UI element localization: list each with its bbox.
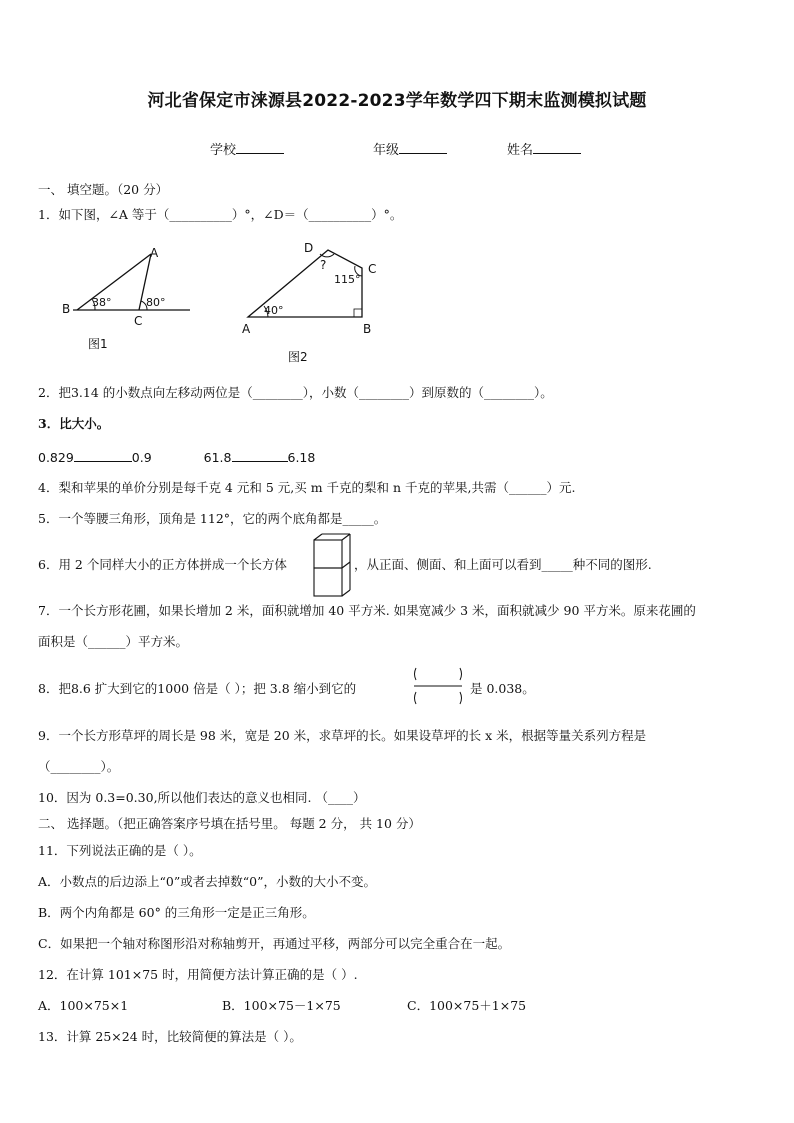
question-8-after: 是 0.038。 — [470, 681, 535, 696]
fig1-angle-B: 38° — [92, 296, 112, 309]
question-1-text: 1．如下图，∠A 等于（__________）°，∠D＝（__________）°。 — [38, 207, 403, 222]
school-blank[interactable] — [236, 140, 284, 154]
question-6-before: 6．用 2 个同样大小的正方体拼成一个长方体 — [38, 557, 287, 572]
figure-1-triangle — [55, 242, 205, 337]
compare-a-right: 0.9 — [131, 450, 152, 465]
fig2-label-A: A — [242, 322, 251, 336]
cuboid-figure — [312, 532, 352, 598]
question-5-text: 5．一个等腰三角形，顶角是 112°，它的两个底角都是_____。 — [38, 511, 387, 526]
school-label: 学校 — [210, 143, 237, 158]
question-12-option-c[interactable]: C．100×75＋1×75 — [407, 998, 527, 1013]
grade-label: 年级 — [373, 143, 400, 158]
grade-blank[interactable] — [399, 140, 447, 154]
compare-a-left: 0.829 — [38, 450, 74, 465]
name-label: 姓名 — [507, 143, 534, 158]
question-11-option-c[interactable]: C．如果把一个轴对称图形沿对称轴剪开，再通过平移，两部分可以完全重合在一起。 — [38, 936, 511, 951]
question-11-option-b[interactable]: B．两个内角都是 60° 的三角形一定是正三角形。 — [38, 905, 315, 920]
name-field — [507, 139, 581, 158]
question-12-option-a[interactable]: A．100×75×1 — [38, 998, 129, 1013]
fraction-blank[interactable] — [410, 664, 466, 708]
question-3-text: 3．比大小。 — [38, 416, 110, 431]
question-13-text: 13．计算 25×24 时，比较简便的算法是（ ）。 — [38, 1029, 302, 1044]
section1-heading: 一、 填空题。（20 分） — [38, 182, 169, 197]
question-9-line1: 9．一个长方形草坪的周长是 98 米，宽是 20 米，求草坪的长。如果设草坪的长 x 米，根据等量关系列方程是 — [38, 728, 647, 743]
fig2-angle-C: 115° — [334, 273, 361, 286]
name-blank[interactable] — [533, 140, 581, 154]
section2-heading: 二、 选择题。（把正确答案序号填在括号里。 每题 2 分， 共 10 分） — [38, 816, 421, 831]
question-6-after: ，从正面、侧面、和上面可以看到_____种不同的图形. — [354, 557, 652, 572]
question-8-before: 8．把8.6 扩大到它的1000 倍是（ ）；把 3.8 缩小到它的 — [38, 681, 357, 696]
question-11-option-a[interactable]: A．小数点的后边添上“0”或者去掉数“0”，小数的大小不变。 — [38, 874, 376, 889]
question-11-text: 11．下列说法正确的是（ ）。 — [38, 843, 202, 858]
question-2-text: 2．把3.14 的小数点向左移动两位是（________），小数（________）到原数的（________）。 — [38, 385, 553, 400]
compare-b-left: 61.8 — [203, 450, 232, 465]
question-7-line1: 7．一个长方形花圃，如果长增加 2 米，面积就增加 40 平方米. 如果宽减少 3 米，面积就减少 90 平方米。原来花圃的 — [38, 603, 696, 618]
question-3-compare-row — [38, 448, 315, 466]
fig1-label-B: B — [62, 302, 71, 316]
compare-b-right: 6.18 — [287, 450, 316, 465]
fig2-label-B: B — [363, 322, 372, 336]
figure-2-quadrilateral — [240, 240, 390, 330]
question-12-text: 12．在计算 101×75 时，用简便方法计算正确的是（ ）. — [38, 967, 358, 982]
fig2-angle-A: 40° — [264, 304, 284, 317]
compare-a-blank[interactable] — [74, 448, 132, 462]
page-title: 河北省保定市涞源县2022-2023学年数学四下期末监测模拟试题 — [147, 91, 647, 111]
question-9-line2: （________）。 — [38, 759, 120, 774]
fig2-angle-D: ? — [320, 258, 327, 272]
grade-field — [373, 139, 447, 158]
school-field — [210, 139, 284, 158]
question-12-option-b[interactable]: B．100×75－1×75 — [222, 998, 341, 1013]
fig2-label-D: D — [304, 241, 314, 255]
fig1-caption: 图1 — [88, 337, 108, 351]
compare-b-blank[interactable] — [232, 448, 288, 462]
fig1-label-A: A — [150, 246, 159, 260]
question-7-line2: 面积是（______）平方米。 — [38, 634, 189, 649]
fig1-label-C: C — [134, 314, 143, 328]
question-4-text: 4．梨和苹果的单价分别是每千克 4 元和 5 元,买 m 千克的梨和 n 千克的苹果,共需（______）元. — [38, 480, 576, 495]
fig2-label-C: C — [368, 262, 377, 276]
fig1-angle-C: 80° — [146, 296, 166, 309]
fig2-caption: 图2 — [288, 350, 308, 364]
question-10-text: 10．因为 0.3=0.30,所以他们表达的意义也相同. （____） — [38, 790, 366, 805]
